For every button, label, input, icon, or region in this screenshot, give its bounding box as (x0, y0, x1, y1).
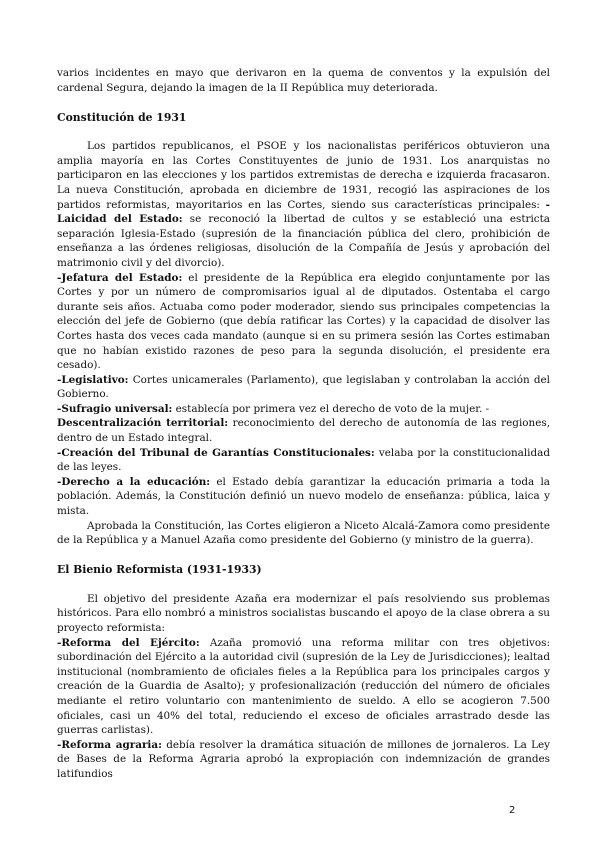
educacion-text: el Estado debía garantizar la educación primaria a toda la población. Además, la Constitución definió un nuevo modelo de enseñanza: pública, laica y mista. (57, 475, 550, 518)
agraria-label: -Reforma agraria: (57, 738, 162, 751)
paragraph-jefatura (57, 271, 550, 373)
paragraph-constitucion (57, 139, 550, 270)
tribunal-label: -Creación del Tribunal de Garantías Constitucionales: (57, 446, 375, 459)
paragraph-intro: varios incidentes en mayo que derivaron en la quema de conventos y la expulsión del cardenal Segura, dejando la imagen de la II República muy deteriorada. (57, 67, 550, 94)
paragraph-educacion (57, 475, 550, 519)
heading-constitucion: Constitución de 1931 (57, 110, 187, 124)
page-number: 2 (509, 805, 516, 816)
paragraph-agraria (57, 738, 550, 782)
paragraph-descentralizacion (57, 416, 550, 445)
tribunal-text: velaba por la constitucionalidad de las leyes. (57, 446, 550, 474)
paragraph-legislativo (57, 373, 550, 402)
descentralizacion-text: reconocimiento del derecho de autonomía de las regiones, dentro de un Estado integral. (57, 417, 550, 445)
sufragio-text: establecía por primera vez el derecho de voto de la mujer. - (172, 402, 490, 415)
legislativo-label: -Legislativo: (57, 373, 129, 386)
jefatura-label: -Jefatura del Estado: (57, 271, 183, 284)
paragraph-sufragio (57, 402, 550, 417)
legislativo-text: Cortes unicamerales (Parlamento), que legislaban y controlaban la acción del Gobierno. (57, 373, 550, 401)
constitucion-text: Los partidos republicanos, el PSOE y los nacionalistas periféricos obtuvieron una amplia mayoría en las Cortes Constituyentes de junio de 1931. Los anarquistas no participaron en las elecciones y los partidos extremistas de derecha e izquierda fracasaron. La nueva Constitución, aprobada en diciembre de 1931, recogió las aspiraciones de los partidos reformistas, mayoritarios en las Cortes, siendo sus características principales: (57, 140, 550, 211)
educacion-label: -Derecho a la educación: (57, 475, 211, 488)
ejercito-label: -Reforma del Ejército: (57, 636, 200, 649)
ejercito-text: Azaña promovió una reforma militar con tres objetivos: subordinación del Ejército a la autoridad civil (supresión de la Ley de Jurisdicciones); lealtad institucional (nombramiento de oficiales fieles a la República para los principales cargos y creación de la Guardia de Asalto); y profesionalización (reducción del número de oficiales mediante el retiro voluntario con mantenimiento de sueldo. A ello se acogieron 7.500 oficiales, casi un 40% del total, reduciendo el exceso de oficiales arrastrado desde las guerras carlistas). (57, 636, 550, 737)
laicidad-text: se reconoció la libertad de cultos y se estableció una estricta separación Iglesia-Estado (supresión de la financiación pública del clero, prohibición de enseñanza a las órdenes religiosas, disolución de la Compañía de Jesús y aprobación del matrimonio civil y del divorcio). (57, 213, 550, 269)
sufragio-label: -Sufragio universal: (57, 402, 173, 415)
paragraph-aprobada: Aprobada la Constitución, las Cortes eligieron a Niceto Alcalá-Zamora como presidente de la República y a Manuel Azaña como presidente del Gobierno (y ministro de la guerra). (57, 519, 550, 547)
descentralizacion-label: Descentralización territorial: (57, 417, 229, 430)
paragraph-bienio: El objetivo del presidente Azaña era modernizar el país resolviendo sus problemas históricos. Para ello nombró a ministros socialistas buscando el apoyo de la clase obrera a su proyecto reformista: (57, 592, 550, 634)
heading-bienio-reformista: El Bienio Reformista (1931-1933) (57, 563, 262, 577)
laicidad-label: -Laicidad del Estado: (57, 198, 550, 226)
jefatura-text: el presidente de la República era elegido conjuntamente por las Cortes y por un número de compromisarios igual al de diputados. Ostentaba el cargo durante seis años. Actuaba como poder moderador, siendo sus principales competencias la elección del jefe de Gobierno (que debía ratificar las Cortes) y la capacidad de disolver las Cortes hasta dos veces cada mandato (aunque si en su primera sesión las Cortes estimaban que no habían existido razones de peso para la segunda disolución, el presidente era cesado). (57, 271, 550, 372)
document-page (57, 66, 550, 782)
paragraph-ejercito (57, 636, 550, 738)
paragraph-tribunal (57, 446, 550, 475)
agraria-text: debía resolver la dramática situación de millones de jornaleros. La Ley de Bases de la Reforma Agraria aprobó la expropiación con indemnización de grandes latifundios (57, 738, 550, 780)
